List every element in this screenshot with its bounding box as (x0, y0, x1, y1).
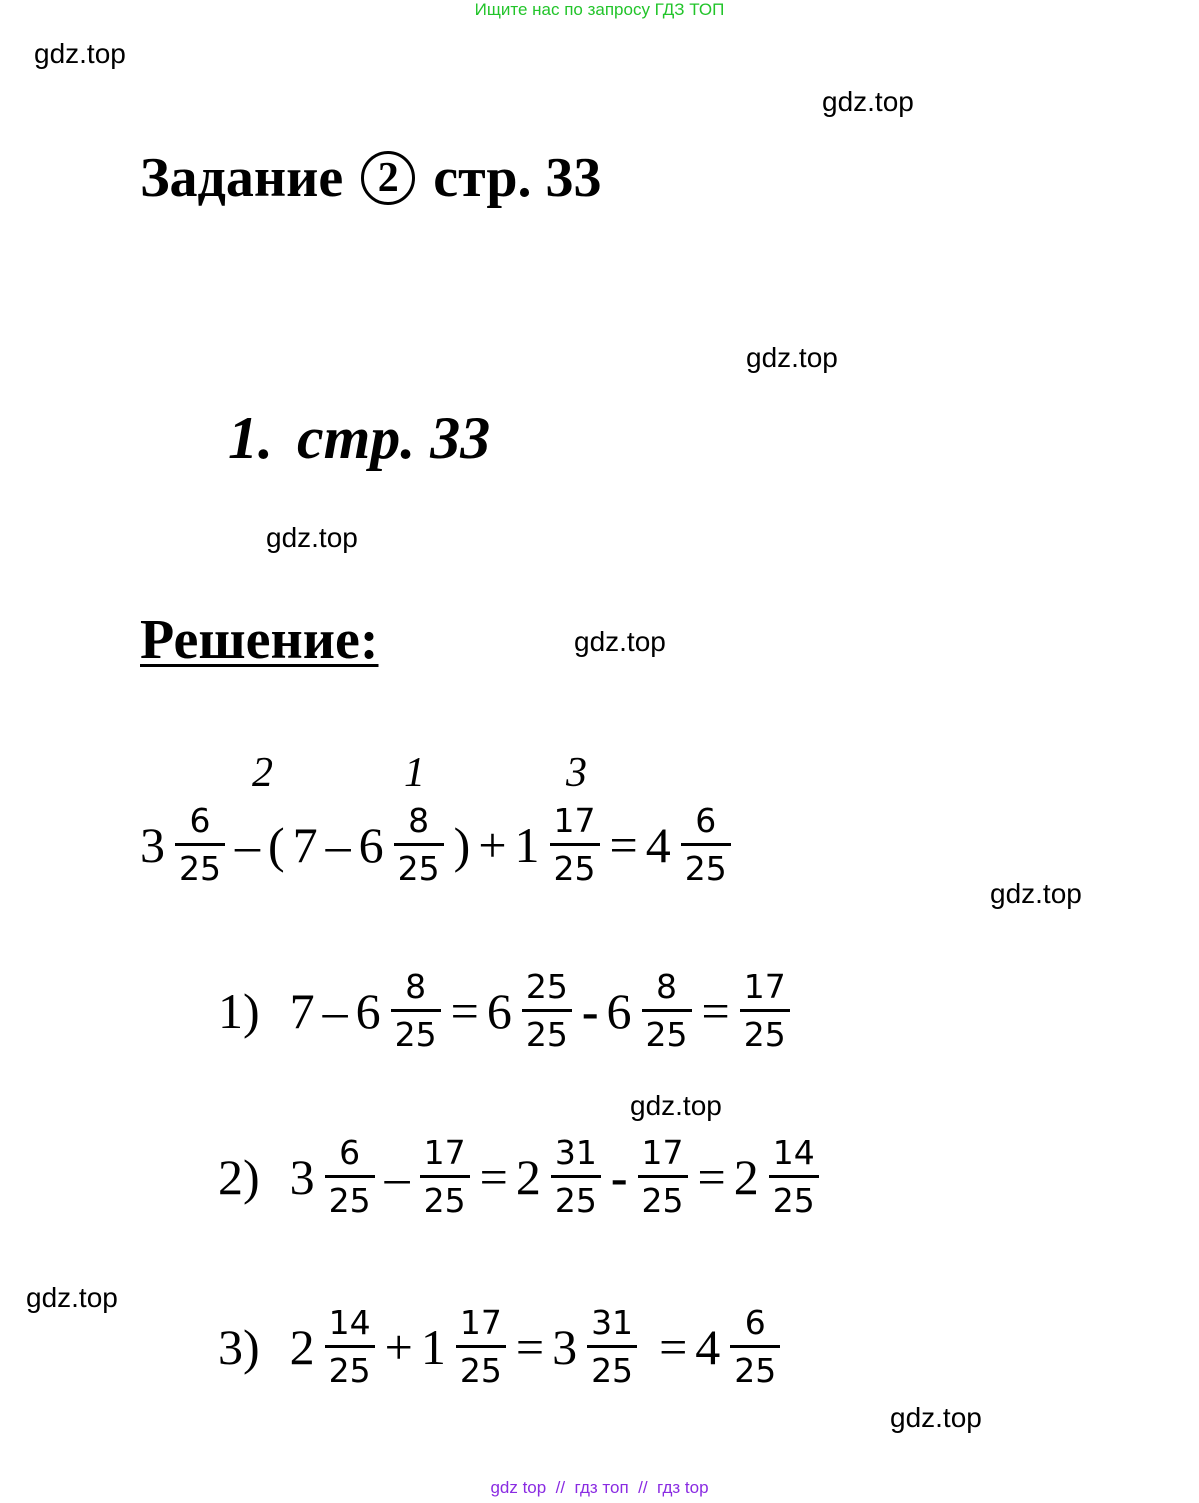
step-1 (214, 967, 796, 1054)
whole-number: 4 (695, 1318, 721, 1375)
fraction (522, 967, 572, 1054)
whole-number: 2 (733, 1148, 759, 1205)
whole-number: 3 (140, 816, 165, 873)
denominator: 25 (769, 1175, 819, 1217)
operator: – (384, 1148, 410, 1205)
page-title (140, 147, 602, 209)
equals-sign: = (515, 1318, 545, 1375)
denominator: 25 (456, 1345, 506, 1387)
fraction (420, 1133, 470, 1220)
title-suffix: стр. 33 (433, 147, 602, 209)
operator: – (322, 982, 348, 1039)
fraction (175, 801, 225, 888)
whole-number: 2 (515, 1148, 541, 1205)
equals-sign: = (609, 816, 638, 873)
step-2 (214, 1133, 825, 1220)
order-mark: 2 (252, 750, 273, 796)
numerator: 6 (189, 801, 211, 840)
denominator: 25 (325, 1175, 375, 1217)
order-mark: 3 (566, 750, 587, 796)
numerator: 17 (423, 1133, 466, 1172)
solution-label: Решение: (140, 609, 379, 671)
watermark: gdz.top (26, 1282, 118, 1313)
fraction (456, 1303, 506, 1390)
fraction (730, 1303, 780, 1390)
denominator: 25 (642, 1009, 692, 1051)
fraction (551, 1133, 601, 1220)
exercise-number: 1. (228, 405, 273, 471)
denominator: 25 (391, 1009, 441, 1051)
equals-sign: = (479, 1148, 508, 1205)
watermark: gdz.top (890, 1402, 982, 1433)
task-number-circle: 2 (361, 151, 415, 205)
search-banner: Ищите нас по запросу ГДЗ ТОП (474, 0, 725, 19)
operator: - (610, 1148, 628, 1205)
step-label: 1) (218, 982, 260, 1039)
operator: – (235, 816, 260, 873)
watermark: gdz.top (266, 522, 358, 553)
whole-number: 6 (486, 982, 512, 1039)
step-label: 2) (218, 1148, 260, 1205)
denominator: 25 (175, 843, 225, 885)
numerator: 6 (695, 801, 717, 840)
numerator: 8 (405, 967, 427, 1006)
denominator: 25 (394, 843, 444, 885)
numerator: 17 (459, 1303, 502, 1342)
main-expression (136, 801, 737, 888)
exercise-heading (228, 405, 491, 471)
whole-number: 7 (289, 982, 315, 1039)
step-3 (214, 1303, 786, 1390)
watermark: gdz.top (574, 626, 666, 657)
whole-number: 1 (514, 816, 540, 873)
denominator: 25 (730, 1345, 780, 1387)
fraction (587, 1303, 637, 1390)
numerator: 25 (525, 967, 568, 1006)
watermark: gdz.top (822, 86, 914, 117)
denominator: 25 (550, 843, 600, 885)
operator: + (478, 816, 507, 873)
numerator: 31 (554, 1133, 597, 1172)
whole-number: 1 (420, 1318, 446, 1375)
denominator: 25 (587, 1345, 637, 1387)
equals-sign: = (697, 1148, 726, 1205)
denominator: 25 (740, 1009, 790, 1051)
fraction (394, 801, 444, 888)
fraction (740, 967, 790, 1054)
whole-number: 6 (606, 982, 632, 1039)
equals-sign: = (450, 982, 479, 1039)
denominator: 25 (551, 1175, 601, 1217)
fraction (325, 1303, 375, 1390)
operator: - (581, 982, 599, 1039)
whole-number: 6 (355, 982, 381, 1039)
watermark: gdz.top (746, 342, 838, 373)
numerator: 17 (743, 967, 786, 1006)
title-prefix: Задание (140, 147, 344, 209)
watermark: gdz.top (34, 38, 126, 69)
fraction (769, 1133, 819, 1220)
numerator: 6 (339, 1133, 361, 1172)
fraction (642, 967, 692, 1054)
exercise-page: стр. 33 (297, 405, 491, 471)
paren-open: ( (268, 816, 285, 873)
watermark: gdz.top (630, 1090, 722, 1121)
denominator: 25 (522, 1009, 572, 1051)
numerator: 14 (772, 1133, 815, 1172)
equals-sign: = (701, 982, 730, 1039)
numerator: 14 (328, 1303, 371, 1342)
operator: – (325, 816, 351, 873)
whole-number: 6 (358, 816, 384, 873)
paren-close: ) (453, 816, 471, 873)
footer-links: gdz top // гдз топ // гдз top (490, 1478, 709, 1497)
numerator: 17 (641, 1133, 684, 1172)
fraction (638, 1133, 688, 1220)
operator: + (384, 1318, 413, 1375)
fraction (681, 801, 731, 888)
whole-number: 7 (292, 816, 318, 873)
order-mark: 1 (404, 750, 425, 796)
fraction (391, 967, 441, 1054)
denominator: 25 (681, 843, 731, 885)
numerator: 8 (656, 967, 678, 1006)
fraction (325, 1133, 375, 1220)
numerator: 17 (553, 801, 596, 840)
denominator: 25 (638, 1175, 688, 1217)
step-label: 3) (218, 1318, 260, 1375)
numerator: 8 (408, 801, 430, 840)
denominator: 25 (325, 1345, 375, 1387)
whole-number: 2 (289, 1318, 315, 1375)
whole-number: 3 (552, 1318, 578, 1375)
whole-number: 4 (645, 816, 671, 873)
fraction (550, 801, 600, 888)
equals-sign: = (659, 1318, 688, 1375)
denominator: 25 (420, 1175, 470, 1217)
numerator: 31 (591, 1303, 634, 1342)
numerator: 6 (744, 1303, 766, 1342)
watermark: gdz.top (990, 878, 1082, 909)
whole-number: 3 (289, 1148, 315, 1205)
